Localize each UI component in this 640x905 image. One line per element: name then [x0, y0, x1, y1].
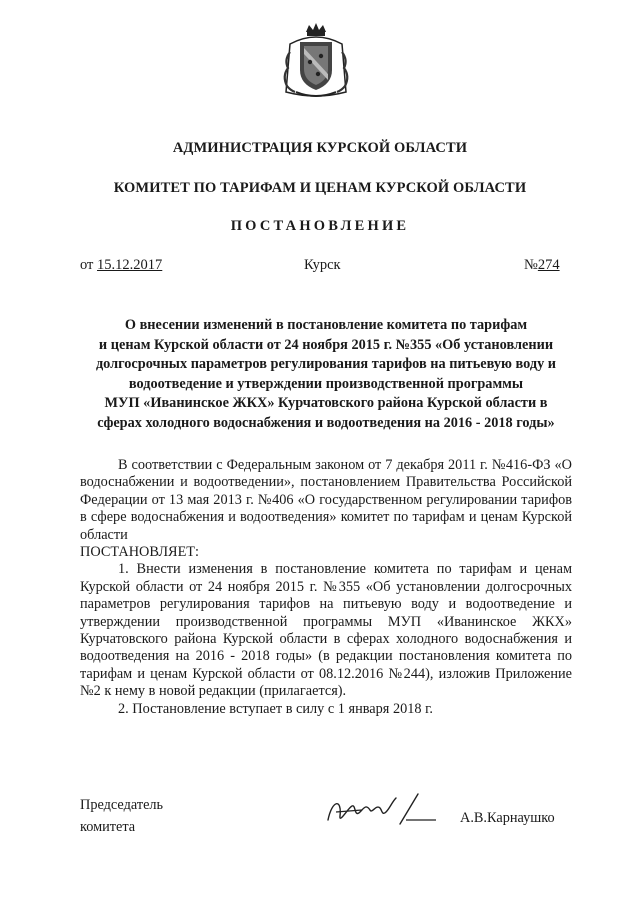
document-body — [80, 457, 572, 718]
date-field — [80, 257, 162, 274]
subject-line: водоотведение и утверждении производственной программы — [128, 375, 524, 392]
number-field — [524, 257, 560, 274]
position-line: Председатель — [80, 797, 164, 813]
signatory-name: А.В.Карнаушко — [460, 810, 555, 826]
item-2-paragraph: 2. Постановление вступает в силу с 1 января 2018 г. — [118, 700, 433, 717]
handwritten-signature — [322, 790, 440, 830]
document-subject — [70, 316, 582, 433]
position-line: комитета — [80, 819, 136, 835]
subject-line: долгосрочных параметров регулирования тарифов на питьевую воду и — [95, 356, 557, 372]
date-prefix: от — [80, 257, 98, 273]
subject-line: сферах холодного водоснабжения и водоотведения на 2016 - 2018 годы» — [97, 414, 555, 431]
subject-line: МУП «Иванинское ЖКХ» Курчатовского района Курской области в — [104, 395, 548, 411]
number-prefix: № — [524, 257, 538, 273]
item-1-paragraph: 1. Внести изменения в постановление комитета по тарифам и ценам Курской области от 24 ноября 2015 г. №355 «Об установлении долгосрочных параметров регулирования тарифов на питьевую воду и водоотведение и утверждении производственной программы МУП «Иванинское ЖКХ» Курчатовского района Курской области в сферах холодного водоснабжения и водоотведения на 2016 - 2018 годы» (в редакции постановления комитета по тарифам и ценам Курской области от 08.12.2016 №244), изложив Приложение №2 к нему в новой редакции (прилагается). — [80, 561, 572, 700]
preamble-paragraph: В соответствии с Федеральным законом от 7 декабря 2011 г. №416-ФЗ «О водоснабжении и водоотведении», постановлением Правительства Российской Федерации от 13 мая 2013 г. №406 «О государственном регулировании тарифов в сфере водоснабжения и водоотведения» комитет по тарифам и ценам Курской области — [80, 457, 572, 543]
document-number: 274 — [537, 257, 560, 273]
coat-of-arms-icon — [280, 22, 352, 102]
header-administration: АДМИНИСТРАЦИЯ КУРСКОЙ ОБЛАСТИ — [172, 140, 468, 156]
document-city: Курск — [304, 257, 341, 273]
document-date: 15.12.2017 — [97, 257, 163, 273]
subject-line: и ценам Курской области от 24 ноября 2015 г. №355 «Об установлении — [98, 336, 554, 353]
dateline — [0, 257, 640, 277]
subject-line: О внесении изменений в постановление комитета по тарифам — [124, 317, 528, 333]
document-type-title: ПОСТАНОВЛЕНИЕ — [230, 218, 410, 234]
resolves-heading: ПОСТАНОВЛЯЕТ: — [80, 544, 200, 561]
signatory-position — [80, 794, 163, 838]
header-committee: КОМИТЕТ ПО ТАРИФАМ И ЦЕНАМ КУРСКОЙ ОБЛАСТИ — [113, 180, 527, 196]
